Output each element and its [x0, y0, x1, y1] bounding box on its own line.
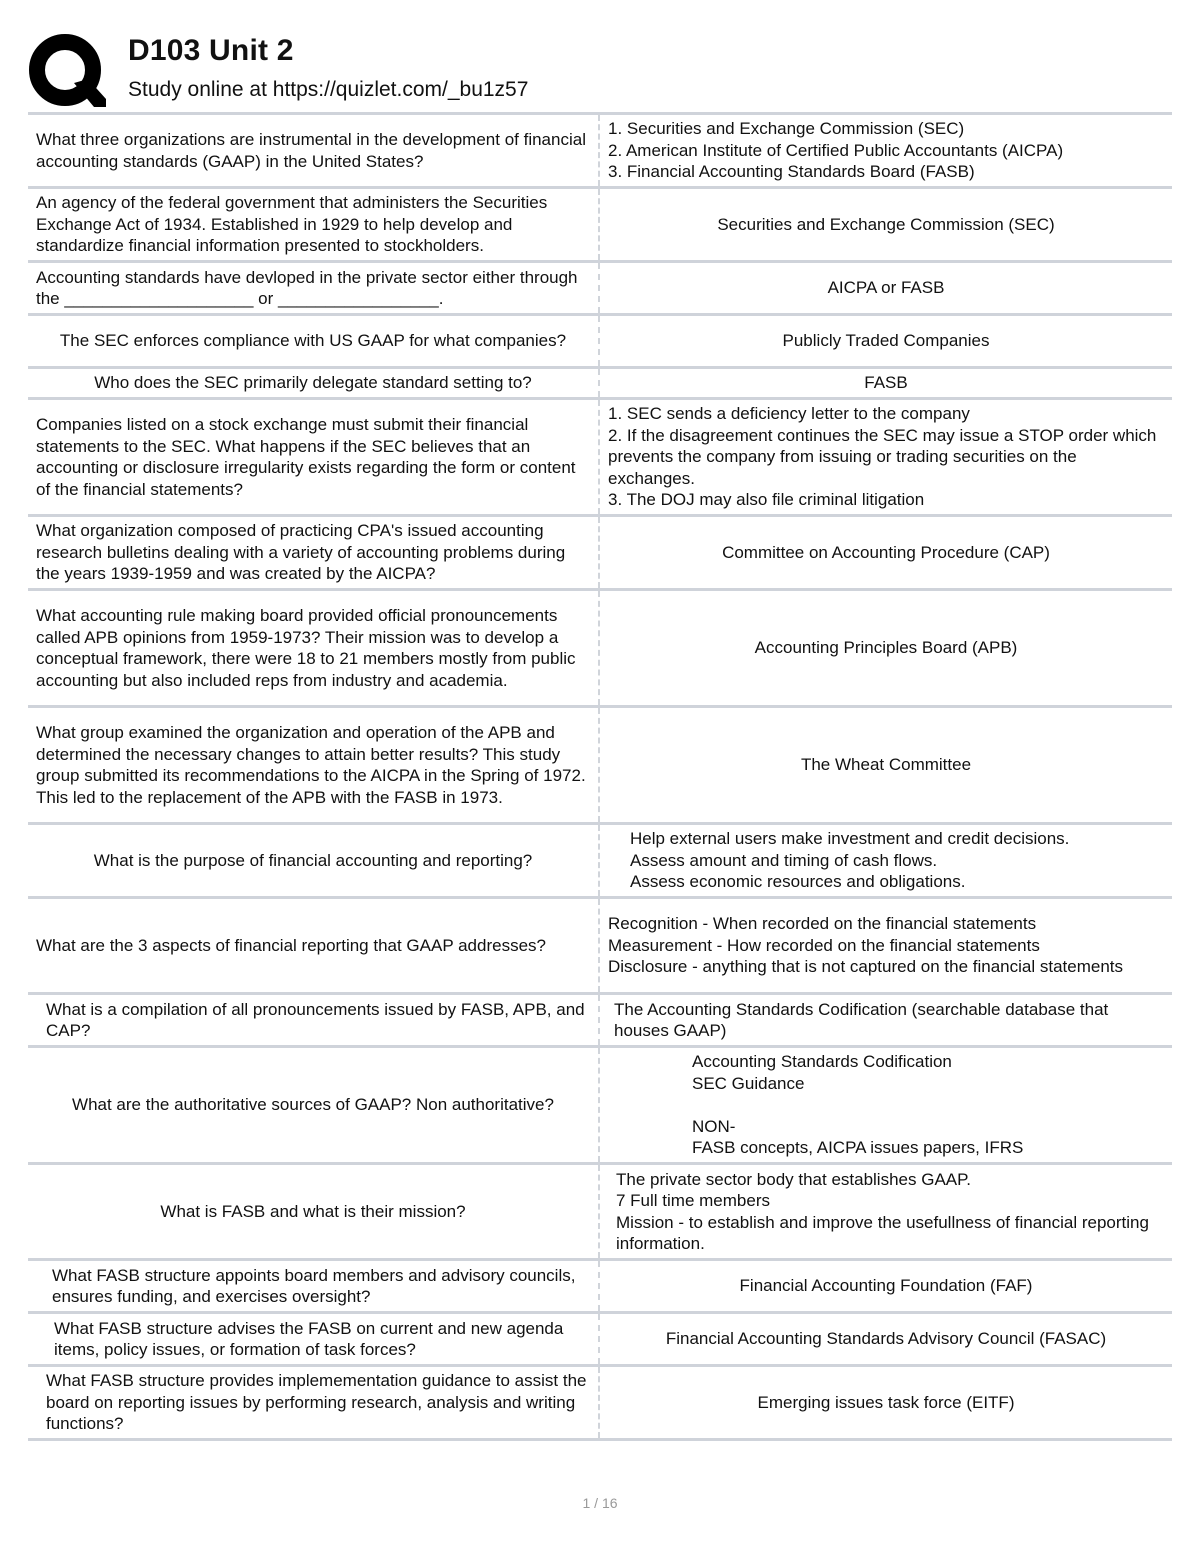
card-row	[28, 995, 1172, 1048]
card-definition: AICPA or FASB	[827, 278, 945, 298]
card-row	[28, 1367, 1172, 1441]
card-term: What are the 3 aspects of financial reporting that GAAP addresses?	[28, 899, 600, 992]
card-definition: 1. SEC sends a deficiency letter to the company 2. If the disagreement continues the SEC may issue a STOP order which prevents the company from issuing or trading securities on the exchanges. 3. The DOJ may also file criminal litigation	[608, 404, 1157, 510]
card-term: The SEC enforces compliance with US GAAP for what companies?	[28, 316, 600, 366]
card-definition: Emerging issues task force (EITF)	[757, 1392, 1015, 1412]
card-definition: Accounting Standards Codification SEC Guidance NON- FASB concepts, AICPA issues papers, IFRS	[692, 1052, 1024, 1158]
card-term: Accounting standards have devloped in the private sector either through the ____________________ or _________________.	[28, 263, 600, 313]
card-definition: Securities and Exchange Commission (SEC)	[717, 214, 1055, 234]
card-term: What FASB structure appoints board members and advisory councils, ensures funding, and exercises oversight?	[28, 1261, 600, 1311]
card-definition: Accounting Principles Board (APB)	[754, 638, 1018, 658]
card-term: What three organizations are instrumental in the development of financial accounting standards (GAAP) in the United States?	[28, 115, 600, 186]
card-row	[28, 1165, 1172, 1261]
card-term: What is FASB and what is their mission?	[28, 1165, 600, 1258]
card-term: What group examined the organization and operation of the APB and determined the necessary changes to attain better results? This study group submitted its recommendations to the AICPA in the Spring of 1972. This led to the replacement of the APB with the FASB in 1973.	[28, 708, 600, 822]
card-term: What accounting rule making board provided official pronouncements called APB opinions from 1959-1973? Their mission was to develop a conceptual framework, there were 18 to 21 members mostly from public accounting but also included reps from industry and academia.	[28, 591, 600, 705]
card-term: What organization composed of practicing CPA's issued accounting research bulletins dealing with a variety of accounting problems during the years 1939-1959 and was created by the AICPA?	[28, 517, 600, 588]
card-row	[28, 400, 1172, 517]
header	[28, 30, 1178, 110]
quizlet-logo-icon	[28, 33, 106, 111]
card-term: An agency of the federal government that administers the Securities Exchange Act of 1934. Established in 1929 to help develop and standardize financial information presented to stockholders.	[28, 189, 600, 260]
card-term: What FASB structure provides implemementation guidance to assist the board on reporting issues by performing research, analysis and writing functions?	[28, 1367, 600, 1438]
flashcard-list	[28, 112, 1172, 1441]
card-definition: Recognition - When recorded on the financial statements Measurement - How recorded on the financial statements Disclosure - anything that is not captured on the financial statements	[608, 914, 1124, 977]
card-row	[28, 189, 1172, 263]
card-definition: 1. Securities and Exchange Commission (SEC) 2. American Institute of Certified Public Accountants (AICPA) 3. Financial Accounting Standards Board (FASB)	[608, 119, 1064, 182]
set-title: D103 Unit 2	[128, 34, 294, 67]
card-row	[28, 1314, 1172, 1367]
card-row	[28, 899, 1172, 995]
card-term: What is a compilation of all pronouncements issued by FASB, APB, and CAP?	[28, 995, 600, 1045]
page-number: 1 / 16	[582, 1495, 618, 1511]
card-definition: Financial Accounting Standards Advisory Council (FASAC)	[665, 1329, 1107, 1349]
card-definition: FASB	[864, 373, 908, 393]
card-definition: The private sector body that establishes GAAP. 7 Full time members Mission - to establish and improve the usefullness of financial reporting information.	[616, 1169, 1149, 1253]
card-row	[28, 369, 1172, 400]
study-online-link[interactable]: Study online at https://quizlet.com/_bu1z57	[128, 78, 529, 101]
card-row	[28, 1261, 1172, 1314]
card-row	[28, 115, 1172, 189]
card-row	[28, 825, 1172, 899]
card-definition: The Wheat Committee	[800, 755, 972, 775]
card-term: Companies listed on a stock exchange must submit their financial statements to the SEC. What happens if the SEC believes that an accounting or disclosure irregularity exists regarding the form or content of the financial statements?	[28, 400, 600, 514]
card-row	[28, 316, 1172, 369]
card-term: What FASB structure advises the FASB on current and new agenda items, policy issues, or formation of task forces?	[28, 1314, 600, 1364]
card-row	[28, 708, 1172, 825]
card-definition: Financial Accounting Foundation (FAF)	[739, 1276, 1033, 1296]
card-term: What is the purpose of financial accounting and reporting?	[28, 825, 600, 896]
card-row	[28, 591, 1172, 708]
card-definition: Help external users make investment and credit decisions. Assess amount and timing of cash flows. Assess economic resources and obligations.	[630, 829, 1070, 892]
card-definition: Committee on Accounting Procedure (CAP)	[722, 542, 1050, 562]
card-term: Who does the SEC primarily delegate standard setting to?	[28, 369, 600, 397]
card-definition: Publicly Traded Companies	[782, 331, 990, 351]
card-row	[28, 517, 1172, 591]
card-row	[28, 263, 1172, 316]
card-definition: The Accounting Standards Codification (searchable database that houses GAAP)	[614, 999, 1109, 1040]
card-row	[28, 1048, 1172, 1165]
card-term: What are the authoritative sources of GAAP? Non authoritative?	[28, 1048, 600, 1162]
